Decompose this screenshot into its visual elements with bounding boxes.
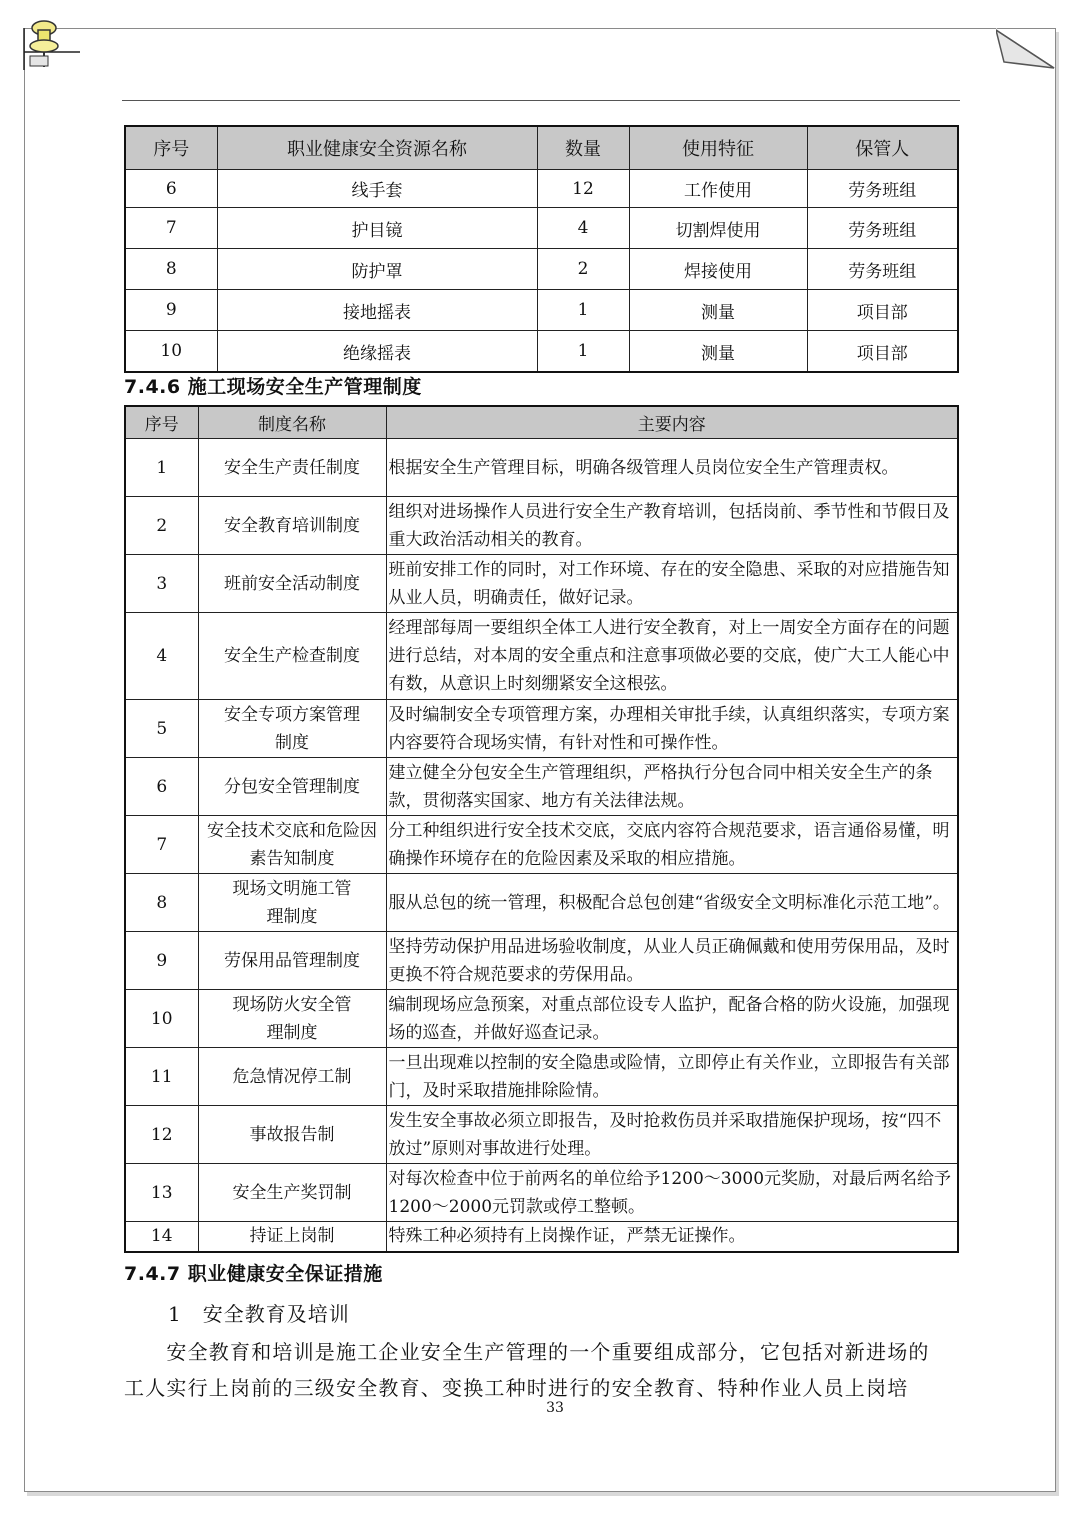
cell: 防护罩 — [217, 249, 537, 290]
row-number: 3 — [125, 555, 198, 613]
table-row — [125, 990, 958, 1048]
cell: 劳务班组 — [807, 170, 958, 208]
cell: 测量 — [629, 331, 807, 373]
system-content: 服从总包的统一管理，积极配合总包创建“省级安全文明标准化示范工地”。 — [386, 874, 958, 932]
system-name: 安全生产奖罚制 — [198, 1164, 386, 1222]
system-content: 发生安全事故必须立即报告，及时抢救伤员并采取措施保护现场，按“四不放过”原则对事故进行处理。 — [386, 1106, 958, 1164]
table-row — [125, 613, 958, 700]
cell: 劳务班组 — [807, 249, 958, 290]
system-content: 班前安排工作的同时，对工作环境、存在的安全隐患、采取的对应措施告知从业人员，明确责任，做好记录。 — [386, 555, 958, 613]
system-content: 经理部每周一要组织全体工人进行安全教育，对上一周安全方面存在的问题进行总结，对本周的安全重点和注意事项做必要的交底，使广大工人能心中有数，从意识上时刻绷紧安全这根弦。 — [386, 613, 958, 700]
section-heading-747: 7.4.7 职业健康安全保证措施 — [124, 1263, 383, 1285]
table-header-row — [125, 406, 958, 439]
col-header: 制度名称 — [198, 406, 386, 439]
table-row — [125, 249, 958, 290]
cell: 测量 — [629, 290, 807, 331]
pushpin-icon — [22, 12, 82, 72]
system-name: 劳保用品管理制度 — [198, 932, 386, 990]
system-name: 安全专项方案管理制度 — [198, 700, 386, 758]
table-row — [125, 700, 958, 758]
table-row — [125, 1106, 958, 1164]
table-row — [125, 439, 958, 497]
system-content: 特殊工种必须持有上岗操作证，严禁无证操作。 — [386, 1222, 958, 1252]
table-row — [125, 331, 958, 373]
cell: 护目镜 — [217, 208, 537, 249]
system-name: 安全技术交底和危险因素告知制度 — [198, 816, 386, 874]
cell: 8 — [125, 249, 217, 290]
system-name: 安全教育培训制度 — [198, 497, 386, 555]
system-name: 班前安全活动制度 — [198, 555, 386, 613]
row-number: 13 — [125, 1164, 198, 1222]
row-number: 1 — [125, 439, 198, 497]
system-content: 建立健全分包安全生产管理组织，严格执行分包合同中相关安全生产的条款，贯彻落实国家、地方有关法律法规。 — [386, 758, 958, 816]
cell: 焊接使用 — [629, 249, 807, 290]
cell: 9 — [125, 290, 217, 331]
system-content: 分工种组织进行安全技术交底，交底内容符合规范要求，语言通俗易懂，明确操作环境存在的危险因素及采取的相应措施。 — [386, 816, 958, 874]
row-number: 8 — [125, 874, 198, 932]
system-content: 组织对进场操作人员进行安全生产教育培训，包括岗前、季节性和节假日及重大政治活动相关的教育。 — [386, 497, 958, 555]
row-number: 7 — [125, 816, 198, 874]
page-number: 33 — [546, 1400, 564, 1416]
paragraph-line-1: 安全教育和培训是施工企业安全生产管理的一个重要组成部分，它包括对新进场的 — [124, 1340, 930, 1364]
row-number: 6 — [125, 758, 198, 816]
cell: 10 — [125, 331, 217, 373]
cell: 切割焊使用 — [629, 208, 807, 249]
row-number: 12 — [125, 1106, 198, 1164]
row-number: 9 — [125, 932, 198, 990]
section-heading-746: 7.4.6 施工现场安全生产管理制度 — [124, 376, 422, 398]
cell: 6 — [125, 170, 217, 208]
table-row — [125, 290, 958, 331]
paragraph-line-2: 工人实行上岗前的三级安全教育、变换工种时进行的安全教育、特种作业人员上岗培 — [124, 1376, 909, 1400]
system-name: 事故报告制 — [198, 1106, 386, 1164]
system-name: 安全生产责任制度 — [198, 439, 386, 497]
table-row — [125, 932, 958, 990]
table-row — [125, 208, 958, 249]
system-name: 危急情况停工制 — [198, 1048, 386, 1106]
cell: 12 — [537, 170, 629, 208]
resources-table — [124, 125, 959, 373]
table-row — [125, 758, 958, 816]
col-header: 主要内容 — [386, 406, 958, 439]
row-number: 10 — [125, 990, 198, 1048]
subheading: 1 安全教育及培训 — [168, 1302, 350, 1326]
system-name: 安全生产检查制度 — [198, 613, 386, 700]
row-number: 2 — [125, 497, 198, 555]
table-row — [125, 874, 958, 932]
col-header: 使用特征 — [629, 126, 807, 170]
system-name: 持证上岗制 — [198, 1222, 386, 1252]
cell: 工作使用 — [629, 170, 807, 208]
row-number: 14 — [125, 1222, 198, 1252]
col-header: 序号 — [125, 406, 198, 439]
row-number: 4 — [125, 613, 198, 700]
cell: 接地摇表 — [217, 290, 537, 331]
page-curl-corner — [996, 28, 1056, 70]
cell: 2 — [537, 249, 629, 290]
table-row — [125, 170, 958, 208]
cell: 1 — [537, 331, 629, 373]
col-header: 数量 — [537, 126, 629, 170]
table-row — [125, 1048, 958, 1106]
cell: 项目部 — [807, 290, 958, 331]
table-row — [125, 816, 958, 874]
system-content: 坚持劳动保护用品进场验收制度，从业人员正确佩戴和使用劳保用品，及时更换不符合规范要求的劳保用品。 — [386, 932, 958, 990]
system-content: 一旦出现难以控制的安全隐患或险情，立即停止有关作业，立即报告有关部门，及时采取措施排除险情。 — [386, 1048, 958, 1106]
row-number: 11 — [125, 1048, 198, 1106]
system-content: 及时编制安全专项管理方案，办理相关审批手续，认真组织落实，专项方案内容要符合现场实情，有针对性和可操作性。 — [386, 700, 958, 758]
system-name: 现场防火安全管理制度 — [198, 990, 386, 1048]
system-content: 编制现场应急预案，对重点部位设专人监护，配备合格的防火设施，加强现场的巡查，并做好巡查记录。 — [386, 990, 958, 1048]
management-system-table — [124, 405, 959, 1253]
system-content: 根据安全生产管理目标，明确各级管理人员岗位安全生产管理责权。 — [386, 439, 958, 497]
table-row — [125, 555, 958, 613]
table-row — [125, 1222, 958, 1252]
cell: 绝缘摇表 — [217, 331, 537, 373]
system-name: 分包安全管理制度 — [198, 758, 386, 816]
cell: 4 — [537, 208, 629, 249]
cell: 1 — [537, 290, 629, 331]
system-content: 对每次检查中位于前两名的单位给予1200～3000元奖励，对最后两名给予1200～2000元罚款或停工整顿。 — [386, 1164, 958, 1222]
table-row — [125, 1164, 958, 1222]
cell: 7 — [125, 208, 217, 249]
col-header: 保管人 — [807, 126, 958, 170]
system-name: 现场文明施工管理制度 — [198, 874, 386, 932]
col-header: 职业健康安全资源名称 — [217, 126, 537, 170]
table-row — [125, 497, 958, 555]
col-header: 序号 — [125, 126, 217, 170]
cell: 劳务班组 — [807, 208, 958, 249]
cell: 线手套 — [217, 170, 537, 208]
header-rule — [122, 100, 960, 101]
cell: 项目部 — [807, 331, 958, 373]
table-header-row — [125, 126, 958, 170]
row-number: 5 — [125, 700, 198, 758]
